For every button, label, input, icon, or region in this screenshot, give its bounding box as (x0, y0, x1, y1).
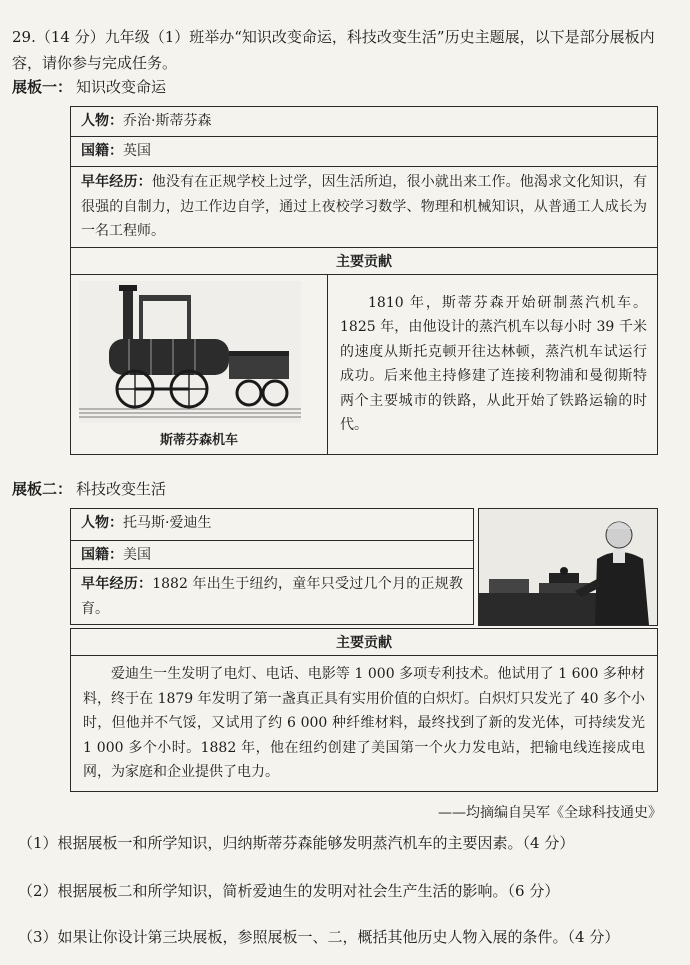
board1-nationality-label: 国籍： (81, 143, 123, 159)
board1-contrib: 1810 年，斯蒂芬森开始研制蒸汽机车。1825 年，由他设计的蒸汽机车以每小时 39 千米的速度从斯托克顿开往达林顿，蒸汽机车试运行成功。后来他主持修建了连接利物浦和曼彻斯特两个主要城市的铁路，从此开始了铁路运输的时代。 (328, 274, 658, 454)
board2-early-label: 早年经历： (81, 576, 153, 592)
edison-portrait-illustration (479, 509, 657, 625)
board2-nationality-label: 国籍： (81, 547, 123, 563)
board2-contrib-heading: 主要贡献 (71, 629, 658, 656)
board1-contrib-heading: 主要贡献 (71, 247, 658, 274)
board2-person-row (71, 509, 474, 541)
board2-person-label: 人物： (81, 515, 123, 531)
question-2: （2）根据展板二和所学知识，简析爱迪生的发明对社会生产生活的影响。（6 分） (18, 882, 560, 900)
board1-nationality-row (71, 137, 658, 167)
edison-photo (478, 508, 658, 626)
question-intro: 29.（14 分）九年级（1）班举办“知识改变命运，科技改变生活”历史主题展，以下是部分展板内容，请你参与完成任务。 (12, 28, 655, 72)
locomotive-illustration (79, 281, 301, 423)
board2-label: 展板二： (12, 480, 73, 498)
board2-nationality-row (71, 541, 474, 569)
board2-contrib: 爱迪生一生发明了电灯、电话、电影等 1 000 多项专利技术。他试用了 1 600 多种材料，终于在 1879 年发明了第一盏真正具有实用价值的白炽灯。白炽灯只发光了 40 多个小时，但他并不气馁，又试用了约 6 000 种纤维材料，最终找到了新的发光体，可持续发光 1 000 多个小时。1882 年，他在纽约创建了美国第一个火力发电站，把输电线连接成电网，为家庭和企业提供了电力。 (71, 656, 658, 792)
board2-title: 科技改变生活 (76, 480, 167, 498)
board1-person: 乔治·斯蒂芬森 (123, 113, 212, 129)
board1-image-caption: 斯蒂芬森机车 (159, 432, 238, 448)
board1-label: 展板一： (12, 78, 73, 96)
board2-early: 1882 年出生于纽约，童年只受过几个月的正规教育。 (81, 576, 464, 617)
board2-nationality: 美国 (123, 547, 151, 563)
question-3: （3）如果让你设计第三块展板，参照展板一、二，概括其他历史人物入展的条件。（4 分） (18, 928, 620, 946)
board1-nationality: 英国 (123, 143, 151, 159)
board1-early-label: 早年经历： (81, 174, 152, 190)
source-citation: ——均摘编自吴军《全球科技通史》 (438, 805, 662, 821)
board2-person: 托马斯·爱迪生 (123, 515, 212, 531)
board1-heading (12, 76, 166, 97)
board1-image-cell (71, 274, 328, 454)
board1-early-row (71, 167, 658, 248)
board2-heading (12, 478, 166, 499)
board1-table (70, 106, 658, 455)
board1-person-label: 人物： (81, 113, 123, 129)
board1-person-row (71, 107, 658, 137)
board2-early-row (71, 569, 474, 625)
board1-early: 他没有在正规学校上过学，因生活所迫，很小就出来工作。他渴求文化知识，有很强的自制力，边工作边自学，通过上夜校学习数学、物理和机械知识，从普通工人成长为一名工程师。 (81, 174, 648, 239)
board2-info-table (70, 508, 474, 625)
question-1: （1）根据展板一和所学知识，归纳斯蒂芬森能够发明蒸汽机车的主要因素。（4 分） (18, 834, 575, 852)
board1-title: 知识改变命运 (76, 78, 167, 96)
board2-contrib-table (70, 628, 658, 792)
